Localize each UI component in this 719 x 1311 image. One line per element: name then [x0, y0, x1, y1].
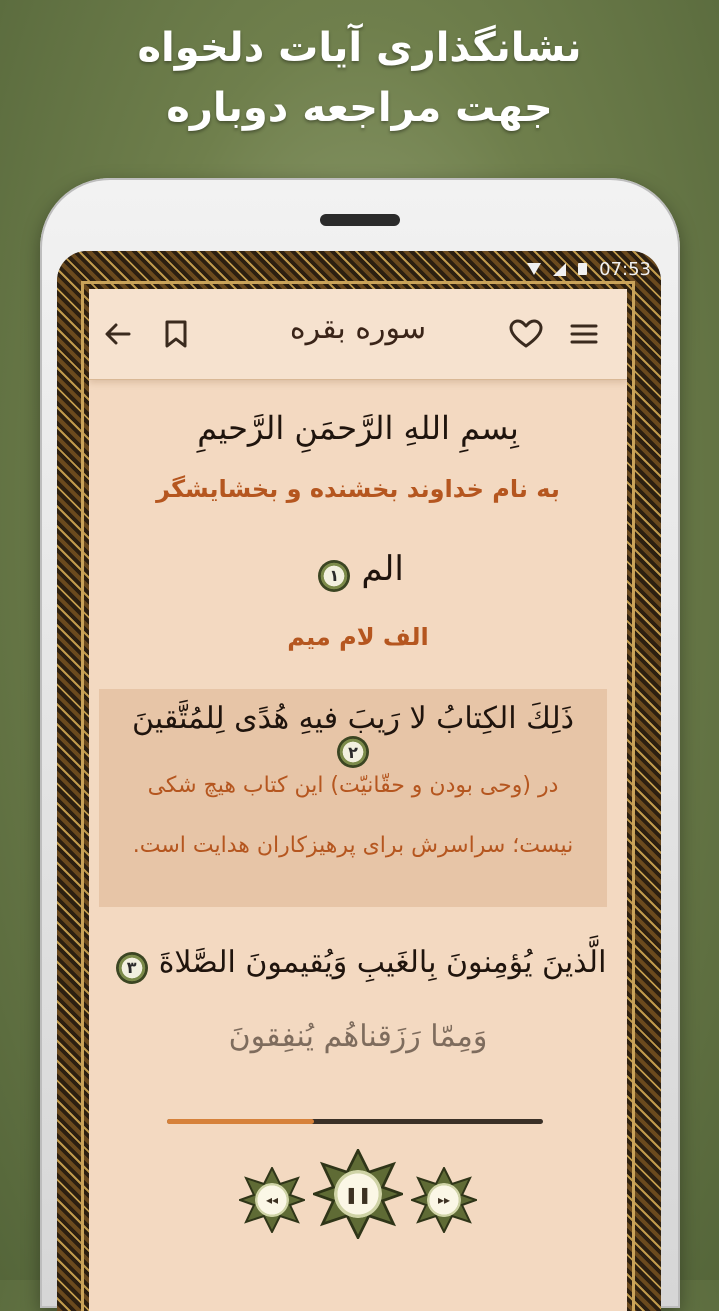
ayah-2-number: ٢ — [337, 736, 369, 768]
audio-progress-fill — [167, 1119, 314, 1124]
phone-speaker — [320, 214, 400, 226]
ayah-3-arabic-line1: الَّذينَ يُؤمِنونَ بِالغَيبِ وَيُقيمونَ الصَّلاةَ — [158, 945, 607, 980]
ayah-2[interactable] — [109, 701, 597, 768]
ayah-1-arabic: الم — [361, 549, 404, 589]
battery-icon — [578, 263, 587, 275]
bookmark-icon[interactable] — [159, 317, 193, 351]
ayah-2-translation-line2: نیست؛ سراسرش برای پرهیزکاران هدایت است. — [132, 833, 574, 858]
phone-screen — [57, 251, 661, 1311]
promo-headline — [0, 18, 719, 138]
rewind-button[interactable] — [239, 1167, 305, 1233]
pause-icon: ❚❚ — [334, 1170, 382, 1218]
rewind-icon: ◂◂ — [255, 1183, 289, 1217]
audio-progress-bar[interactable] — [167, 1119, 543, 1124]
hamburger-menu-icon[interactable] — [567, 317, 601, 351]
ayah-3-number: ٣ — [116, 952, 148, 984]
status-time: 07:53 — [599, 258, 651, 280]
signal-icon — [553, 263, 566, 276]
heart-icon[interactable] — [509, 317, 543, 351]
ayah-1[interactable] — [89, 549, 627, 592]
arrow-left-icon[interactable] — [101, 317, 135, 351]
ayah-2-arabic: ذَلِكَ الكِتابُ لا رَيبَ فيهِ هُدًى لِلمُتَّقينَ — [132, 701, 574, 736]
promo-headline-line1: نشانگذاری آیات دلخواه — [137, 25, 582, 71]
ayah-3[interactable] — [99, 945, 617, 984]
app-bar — [89, 289, 627, 380]
bismillah-translation: به نام خداوند بخشنده و بخشایشگر — [156, 475, 560, 503]
ayah-2-translation-line1: در (وحی بودن و حقّانیّت) این کتاب هیچ شکی — [147, 773, 559, 798]
fast-forward-icon: ▸▸ — [427, 1183, 461, 1217]
promo-headline-line2: جهت مراجعه دوباره — [166, 85, 553, 131]
quran-page — [89, 289, 627, 1311]
status-bar — [527, 257, 651, 281]
phone-mockup — [40, 178, 680, 1308]
wifi-icon — [527, 263, 541, 275]
reading-content — [89, 379, 627, 1311]
ayah-3-arabic-line2: وَمِمّا رَزَقناهُم يُنفِقونَ — [228, 1019, 488, 1054]
bismillah-text: بِسمِ اللهِ الرَّحمَنِ الرَّحيمِ — [197, 409, 519, 447]
fast-forward-button[interactable] — [411, 1167, 477, 1233]
ayah-1-number: ١ — [318, 560, 350, 592]
page-title: سوره بقره — [289, 311, 427, 346]
ayah-1-translation: الف لام میم — [287, 623, 429, 651]
pause-button[interactable] — [313, 1149, 403, 1239]
